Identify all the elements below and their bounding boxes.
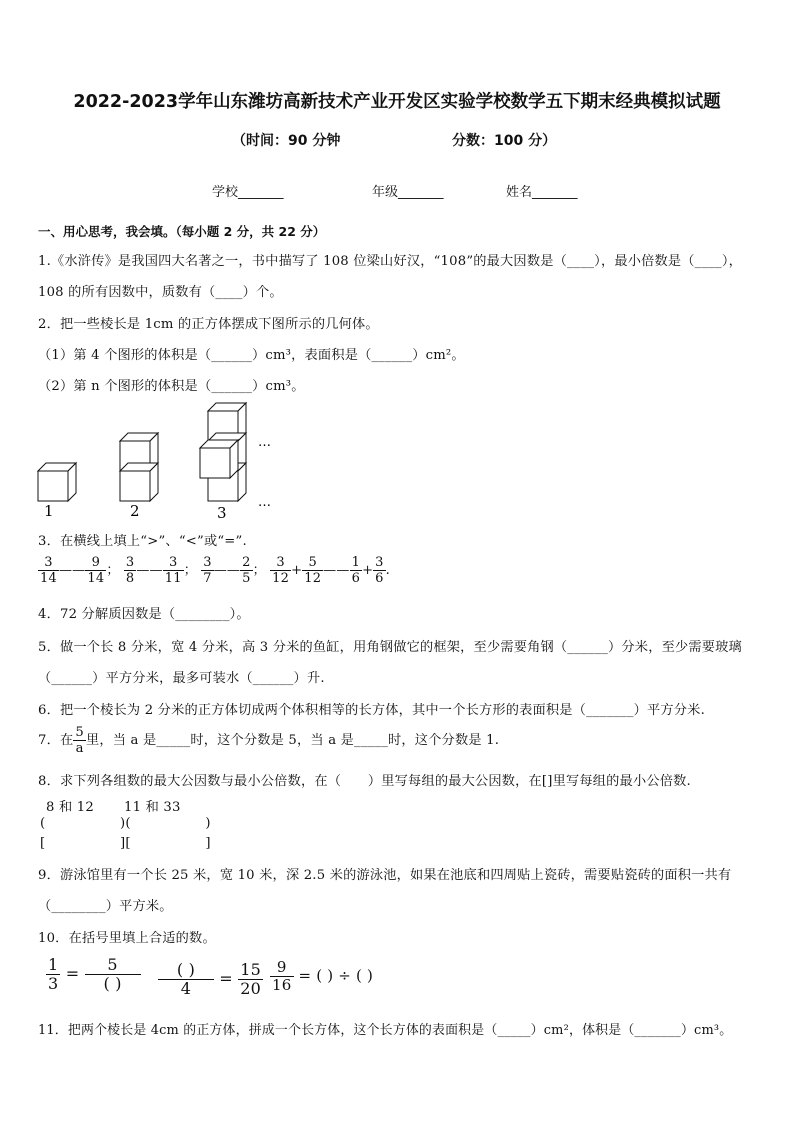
q3-item-1: $\frac{3}{14}$ —— $\frac{9}{14}$ ；: [40, 555, 120, 586]
exam-score: 分数：100 分）: [452, 133, 557, 149]
question-2-part2: （2）第 n 个图形的体积是（______）cm³。: [38, 379, 305, 394]
question-5-line1: 5．做一个长 8 分米，宽 4 分米，高 3 分米的鱼缸，用角钢做它的框架，至少需要角钢（______）分米，至少需要玻璃: [38, 640, 742, 655]
question-10-expr-1: $\frac{1}{3}$ = $\frac{5}{( )}$: [46, 957, 141, 992]
figure-1-cubes: [38, 463, 76, 501]
question-8-group-1: 8 和 12: [46, 800, 94, 815]
figure-label-1: 1: [44, 502, 54, 520]
cube-stack-figure: [32, 398, 292, 523]
question-10-expr-2: $\frac{( )}{4}$ = $\frac{15}{20}$: [158, 962, 263, 997]
name-field: 姓名_______: [506, 185, 578, 200]
question-8-group-2: 11 和 33: [124, 800, 181, 815]
question-4: 4．72 分解质因数是（________）。: [38, 607, 250, 622]
question-10-expr-3: $\frac{9}{16}$ = ( ) ÷ ( ): [272, 958, 374, 994]
figure-3-cubes: [200, 403, 246, 501]
page-title: 2022-2023学年山东潍坊高新技术产业开发区实验学校数学五下期末经典模拟试题: [73, 92, 721, 112]
question-8-gcd-blanks: ( )( ): [40, 816, 211, 831]
question-6: 6．把一个棱长为 2 分米的正方体切成两个体积相等的长方体，其中一个长方形的表面积是（_______）平方分米.: [38, 703, 705, 718]
question-8-stem: 8．求下列各组数的最大公因数与最小公倍数，在（ ）里写每组的最大公因数，在[]里写每组的最小公倍数.: [38, 774, 691, 789]
ellipsis-top: …: [258, 435, 271, 450]
grade-field: 年级_______: [372, 185, 444, 200]
section-heading: 一、用心思考，我会填。（每小题 2 分，共 22 分）: [38, 224, 326, 239]
figure-2-cubes: [120, 433, 158, 501]
question-11: 11．把两个棱长是 4cm 的正方体，拼成一个长方体，这个长方体的表面积是（_____）cm²，体积是（_______）cm³。: [38, 1023, 733, 1038]
question-3-stem: 3．在横线上填上“>”、“<”或“=”.: [38, 534, 247, 549]
q3-item-3: $\frac{3}{7}$ —— $\frac{2}{5}$ ；: [203, 555, 266, 586]
figure-label-2: 2: [130, 502, 140, 520]
question-2-part1: （1）第 4 个图形的体积是（______）cm³，表面积是（______）cm²。: [38, 348, 465, 363]
question-8-lcm-blanks: [ ][ ]: [40, 836, 211, 851]
question-9-line2: （________）平方米。: [38, 899, 173, 914]
question-10-stem: 10．在括号里填上合适的数。: [38, 931, 216, 946]
question-2-stem: 2．把一些棱长是 1cm 的正方体摆成下图所示的几何体。: [38, 317, 379, 332]
question-9-line1: 9．游泳馆里有一个长 25 米，宽 10 米，深 2.5 米的游泳池，如果在池底和四周贴上瓷砖，需要贴瓷砖的面积一共有: [38, 868, 732, 883]
question-7: 7．在 $\frac{5}{a}$ 里，当 a 是_____时，这个分数是 5，当 a 是_____时，这个分数是 1.: [38, 725, 500, 757]
question-1-line1: 1.《水浒传》是我国四大名著之一，书中描写了 108 位梁山好汉，“108”的最大因数是（____），最小倍数是（____），: [38, 254, 742, 269]
q3-item-4: $\frac{3}{12}$ + $\frac{5}{12}$ —— $\frac{1}{6}$ + $\frac{3}{6}$ .: [272, 555, 390, 586]
ellipsis-bottom: …: [258, 495, 271, 510]
question-5-line2: （______）平方分米，最多可装水（______）升.: [38, 671, 325, 686]
q3-item-2: $\frac{3}{8}$ —— $\frac{3}{11}$ ；: [125, 555, 197, 586]
figure-label-3: 3: [217, 504, 227, 522]
question-3-comparisons: [38, 556, 390, 585]
school-field: 学校_______: [212, 185, 284, 200]
question-1-line2: 108 的所有因数中，质数有（____）个。: [38, 285, 283, 300]
exam-time: （时间：90 分钟: [232, 133, 341, 149]
